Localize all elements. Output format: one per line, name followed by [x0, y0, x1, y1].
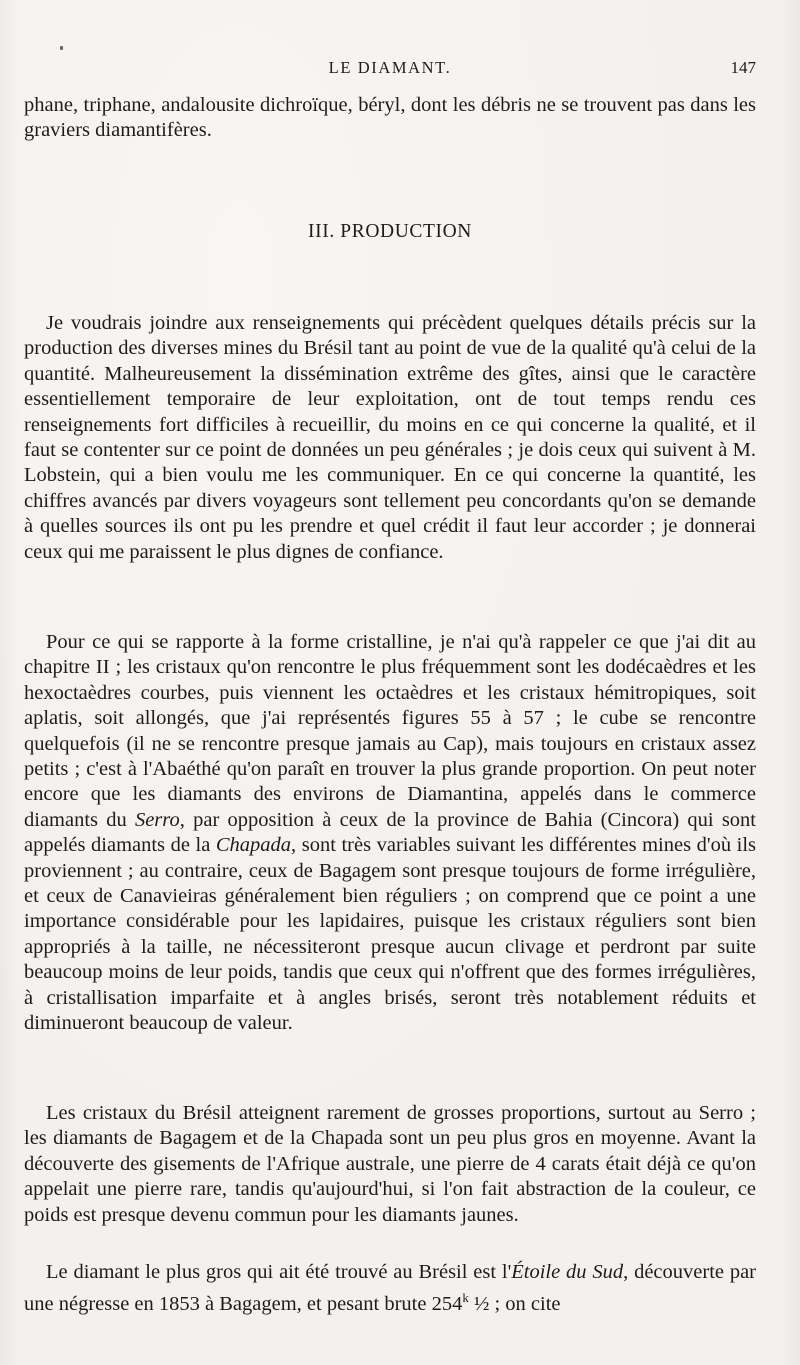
page-header: [24, 58, 756, 84]
paragraph-production-details: [24, 311, 756, 565]
superscript-unit: k: [462, 1290, 469, 1306]
section-heading: III. PRODUCTION: [308, 221, 472, 242]
text-run: ½ ; on cite: [468, 1293, 561, 1316]
ink-mark: [60, 46, 63, 50]
paragraph-continuation: [24, 93, 756, 144]
paragraph-text: Les cristaux du Brésil atteignent rarement de grosses proportions, surtout au Serro ; les diamants de Bagagem et de la Chapada sont un peu plus gros en moyenne. Avant la découverte des gisements de l'Afrique australe, une pierre de 4 carats était déjà ce qu'on appelait une pierre rare, tandis qu'aujourd'hui, si l'on fait abstraction de la couleur, ce poids est presque devenu commun pour les diamants jaunes.: [24, 1102, 756, 1226]
text-run: , par opposition à ceux de la province de Bahia (Cincora) qui sont appelés diamants de la: [24, 808, 756, 857]
italic-term-serro: Serro: [134, 808, 180, 831]
paragraph-crystal-sizes: [24, 1101, 756, 1228]
running-title: LE DIAMANT.: [328, 58, 452, 77]
paragraph-text: [24, 630, 756, 1037]
text-run: Le diamant le plus gros qui ait été trouvé au Brésil est l': [46, 1261, 512, 1283]
italic-term-chapada: Chapada: [215, 834, 292, 857]
text-run: Pour ce qui se rapporte à la forme cristalline, je n'ai qu'à rappeler ce que j'ai dit au chapitre II ; les cristaux qu'on rencontre le plus fréquemment sont les dodécaèdres et les hexoctaèdres courbes, puis viennent les octaèdres et les cristaux hémitropiques, soit aplatis, soit allongés, que j'ai représentés figures 55 à 57 ; le cube se rencontre quelquefois (il ne se rencontre presque jamais au Cap), mais toujours en cristaux assez petits ; c'est à l'Abaéthé qu'on paraît en trouver la plus grande proportion. On peut noter encore que les diamants des environs de Diamantina, appelés dans le commerce diamants du: [24, 631, 756, 831]
paragraph-largest-diamond: [24, 1260, 756, 1318]
paragraph-text: Je voudrais joindre aux renseignements qui précèdent quelques détails précis sur la production des diverses mines du Brésil tant au point de vue de la qualité qu'à celui de la quantité. Malheureusement la dissémination extrême des gîtes, ainsi que le caractère essentiellement temporaire de leur exploitation, ont de tout temps rendu ces renseignements fort difficiles à recueillir, du moins en ce qui concerne la qualité, et il faut se contenter sur ce point de données un peu générales ; je dois ceux qui suivent à M. Lobstein, qui a bien voulu me les communiquer. En ce qui concerne la quantité, les chiffres avancés par divers voyageurs sont tellement peu concordants qu'on se demande à quelles sources ils ont pu les prendre et quel crédit il faut leur accorder ; je donnerai ceux qui me paraissent le plus dignes de confiance.: [24, 312, 756, 563]
paragraph-text: phane, triphane, andalousite dichroïque, béryl, dont les débris ne se trouvent pas dans les graviers diamantifères.: [24, 94, 756, 142]
text-run: , découverte par une négresse en 1853 à Bagagem, et pesant brute 254: [24, 1261, 756, 1316]
text-run: , sont très variables suivant les différentes mines d'où ils proviennent ; au contraire, ceux de Bagagem sont presque toujours de forme irrégulière, et ceux de Canavieiras généralement bien réguliers ; on comprend que ce point a une importance considérable pour les lapidaires, puisque les cristaux réguliers sont bien appropriés à la taille, ne nécessiteront presque aucun clivage et perdront par suite beaucoup moins de leur poids, tandis que ceux qui n'offrent que des formes irrégulières, à cristallisation imparfaite et à angles brisés, seront très notablement réduits et diminueront beaucoup de valeur.: [24, 834, 756, 1035]
page-number: 147: [730, 58, 756, 77]
italic-term-etoile-du-sud: Étoile du Sud: [511, 1261, 624, 1283]
paragraph-text: [24, 1260, 756, 1318]
paragraph-crystal-forms: [24, 630, 756, 1037]
